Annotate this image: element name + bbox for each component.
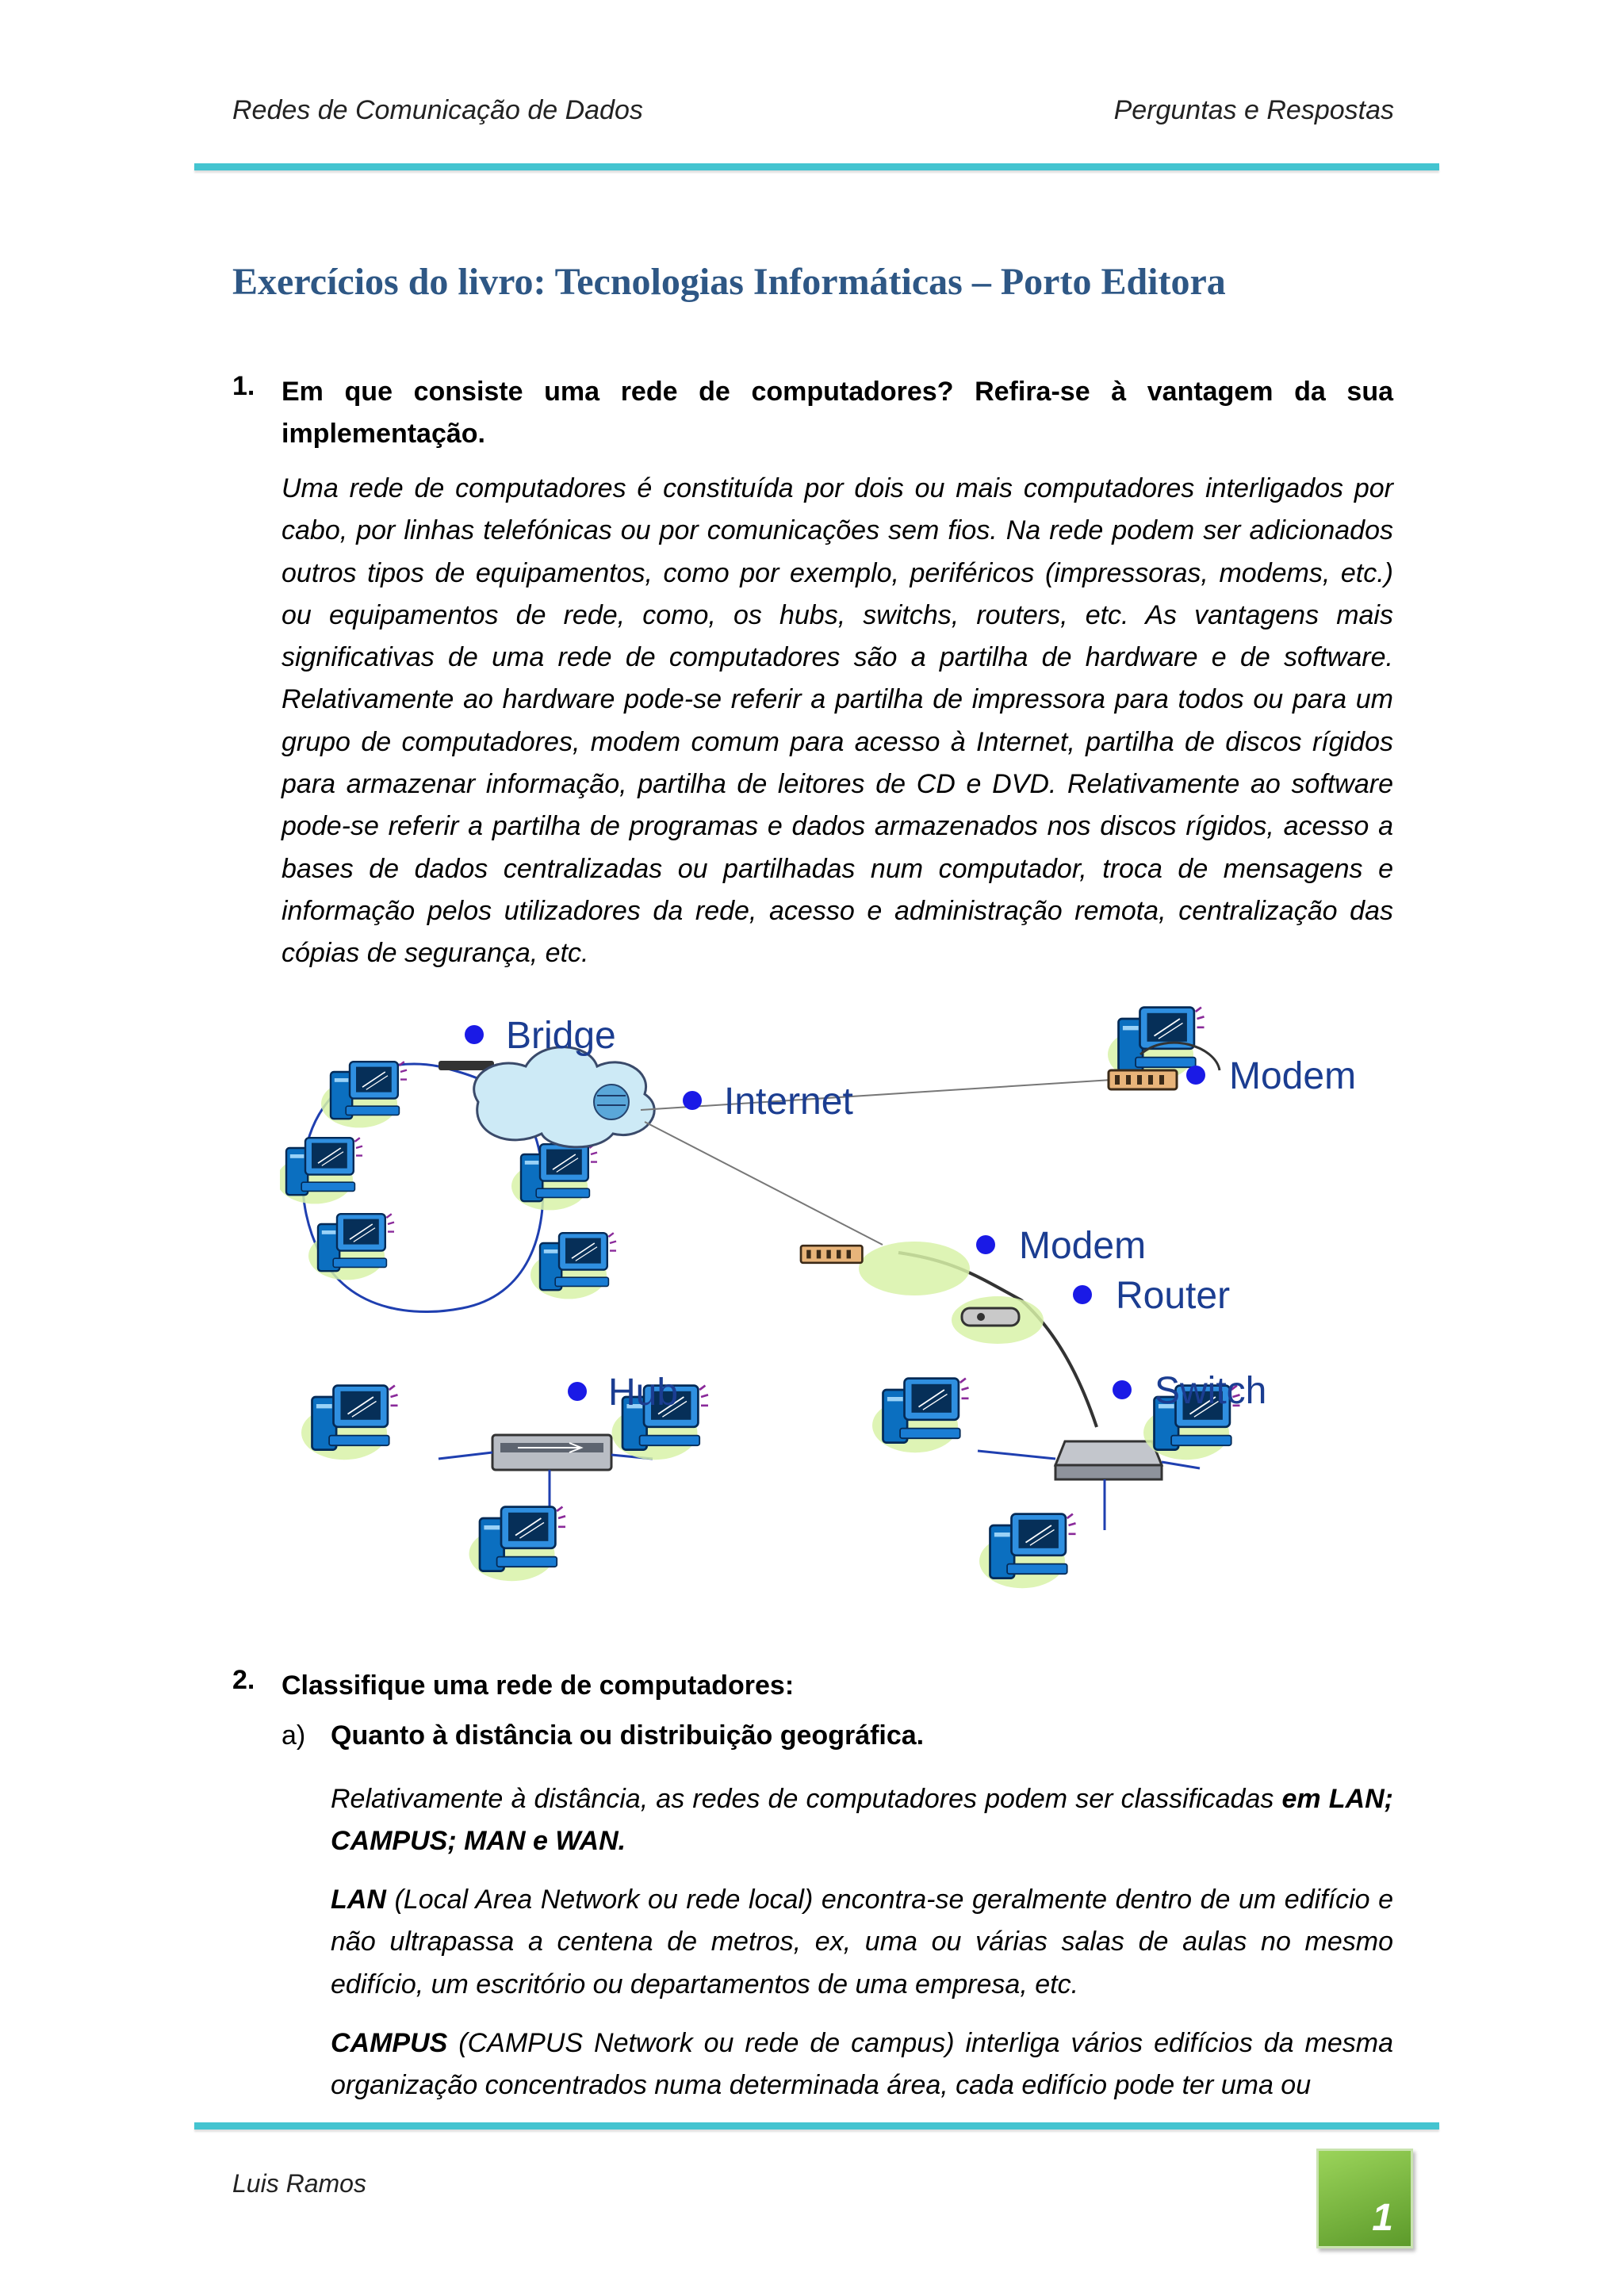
label-modem-top xyxy=(1186,1055,1356,1097)
footer-author: Luis Ramos xyxy=(232,2169,366,2198)
modem-mid-device xyxy=(801,1246,862,1263)
header-left: Redes de Comunicação de Dados xyxy=(232,95,643,125)
q2-campus-paragraph xyxy=(331,2022,1393,2107)
svg-text:Bridge: Bridge xyxy=(506,1015,616,1057)
svg-text:Router: Router xyxy=(1116,1275,1231,1317)
svg-text:Modem: Modem xyxy=(1229,1055,1357,1097)
label-internet xyxy=(683,1081,853,1123)
label-hub xyxy=(568,1372,678,1414)
modem-top-device xyxy=(1109,1070,1177,1089)
svg-text:Modem: Modem xyxy=(1019,1225,1147,1267)
q2-intro xyxy=(331,1778,1393,1863)
label-router xyxy=(1073,1275,1230,1317)
network-diagram xyxy=(280,983,1398,1641)
header-rule xyxy=(194,163,1439,170)
q1-question-line1: Em que consiste uma rede de computadores? Refira-se à vantagem da sua xyxy=(282,377,1393,407)
q2-number: 2. xyxy=(232,1665,255,1695)
q2-a-question: Quanto à distância ou distribuição geográfica. xyxy=(331,1720,925,1751)
q2-a-marker: a) xyxy=(282,1720,306,1751)
label-switch xyxy=(1113,1370,1266,1412)
label-bridge xyxy=(465,1015,616,1057)
lan-term: LAN xyxy=(331,1885,386,1915)
campus-text: (CAMPUS Network ou rede de campus) interliga vários edifícios da mesma organização concentrados numa determinada área, cada edifício pode ter uma ou xyxy=(331,2028,1393,2101)
switch-device xyxy=(1055,1441,1162,1479)
q2-lan-paragraph xyxy=(331,1879,1393,2006)
router-device xyxy=(962,1308,1019,1326)
q2-intro-bold: em LAN; CAMPUS; MAN e WAN. xyxy=(331,1784,1393,1857)
q1-question-line2: implementação. xyxy=(282,419,485,449)
q1-answer: Uma rede de computadores é constituída por dois ou mais computadores interligados por cabo, por linhas telefónicas ou por comunicações sem fios. Na rede podem ser adicionados outros tipos de equipamentos, como por exemplo, periféricos (impressoras, modems, etc.) ou equipamentos de rede, como, os hubs, switchs, routers, etc. As vantagens mais significativas de uma rede de computadores são a partilha de hardware e de software. Relativamente ao hardware pode-se referir a partilha de impressora para todos ou para um grupo de computadores, modem comum para acesso à Internet, partilha de discos rígidos para armazenar informação, partilha de leitores de CD e DVD. Relativamente ao software pode-se referir a partilha de programas e dados armazenados nos discos rígidos, acesso a bases de dados centralizadas ou partilhadas num computador, troca de mensagens e informação pelos utilizadores da rede, acesso e administração remota, centralização das cópias de segurança, etc. xyxy=(282,473,1393,969)
q1-number: 1. xyxy=(232,371,255,401)
lan-text: (Local Area Network ou rede local) encontra-se geralmente dentro de um edifício e não ultrapassa a centena de metros, ex, uma ou várias salas de aulas no mesmo edifício, um escritório ou departamentos de uma empresa, etc. xyxy=(331,1885,1393,1999)
page-number: 1 xyxy=(1372,2197,1393,2239)
label-modem-mid xyxy=(976,1225,1146,1267)
svg-text:Hub: Hub xyxy=(608,1372,679,1414)
campus-term: CAMPUS xyxy=(331,2028,448,2058)
svg-text:Switch: Switch xyxy=(1155,1370,1267,1412)
q2-question: Classifique uma rede de computadores: xyxy=(282,1670,795,1701)
internet-cloud-icon xyxy=(474,1047,655,1147)
page-title: Exercícios do livro: Tecnologias Informáticas – Porto Editora xyxy=(232,261,1226,303)
svg-text:Internet: Internet xyxy=(724,1081,853,1123)
q2-intro-text: Relativamente à distância, as redes de computadores podem ser classificadas xyxy=(331,1784,1282,1814)
footer-rule xyxy=(194,2122,1439,2130)
header-right: Perguntas e Respostas xyxy=(1113,95,1394,125)
hub-device xyxy=(492,1435,611,1470)
page-number-box xyxy=(1316,2149,1413,2248)
